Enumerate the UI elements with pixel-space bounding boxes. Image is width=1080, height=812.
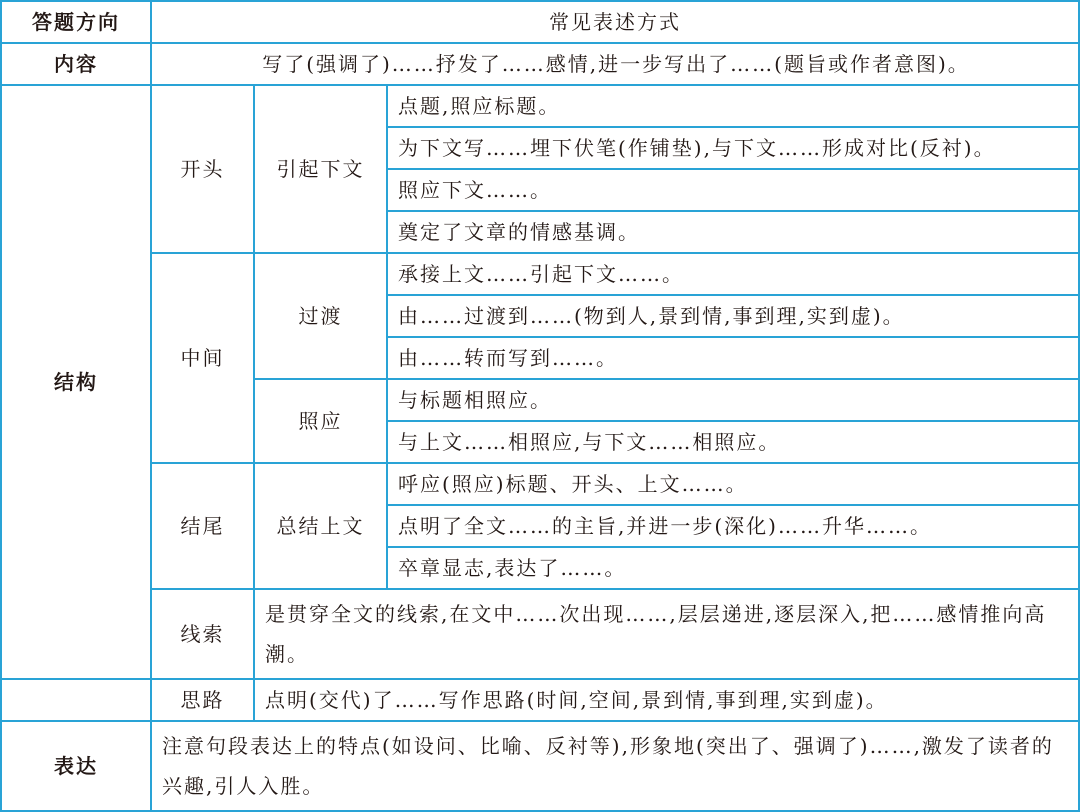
ending-item: 点明了全文……的主旨,并进一步(深化)……升华……。 xyxy=(387,505,1079,547)
echo-item: 与上文……相照应,与下文……相照应。 xyxy=(387,421,1079,463)
opening-item: 照应下文……。 xyxy=(387,169,1079,211)
opening-item: 奠定了文章的情感基调。 xyxy=(387,211,1079,253)
structure-middle: 中间 xyxy=(151,253,254,463)
structure-transition: 过渡 xyxy=(254,253,387,379)
content-text: 写了(强调了)……抒发了……感情,进一步写出了……(题旨或作者意图)。 xyxy=(151,43,1079,85)
header-direction: 答题方向 xyxy=(1,1,151,43)
category-content: 内容 xyxy=(1,43,151,85)
transition-item: 由……转而写到……。 xyxy=(387,337,1079,379)
category-structure: 结构 xyxy=(1,85,151,679)
category-expression: 表达 xyxy=(1,721,151,811)
structure-ending-sub: 总结上文 xyxy=(254,463,387,589)
header-expression-ways: 常见表述方式 xyxy=(151,1,1079,43)
structure-spacer xyxy=(1,679,151,721)
ending-item: 呼应(照应)标题、开头、上文……。 xyxy=(387,463,1079,505)
structure-ending: 结尾 xyxy=(151,463,254,589)
ending-item: 卒章显志,表达了……。 xyxy=(387,547,1079,589)
echo-item: 与标题相照应。 xyxy=(387,379,1079,421)
structure-echo: 照应 xyxy=(254,379,387,463)
structure-idea: 思路 xyxy=(151,679,254,721)
opening-item: 为下文写……埋下伏笔(作铺垫),与下文……形成对比(反衬)。 xyxy=(387,127,1079,169)
opening-item: 点题,照应标题。 xyxy=(387,85,1079,127)
transition-item: 由……过渡到……(物到人,景到情,事到理,实到虚)。 xyxy=(387,295,1079,337)
transition-item: 承接上文……引起下文……。 xyxy=(387,253,1079,295)
structure-opening-sub: 引起下文 xyxy=(254,85,387,253)
expression-text: 注意句段表达上的特点(如设问、比喻、反衬等),形象地(突出了、强调了)……,激发了读者的兴趣,引人入胜。 xyxy=(151,721,1079,811)
structure-opening: 开头 xyxy=(151,85,254,253)
idea-text: 点明(交代)了……写作思路(时间,空间,景到情,事到理,实到虚)。 xyxy=(254,679,1079,721)
clue-text: 是贯穿全文的线索,在文中……次出现……,层层递进,逐层深入,把……感情推向高潮。 xyxy=(254,589,1079,679)
structure-clue: 线索 xyxy=(151,589,254,679)
